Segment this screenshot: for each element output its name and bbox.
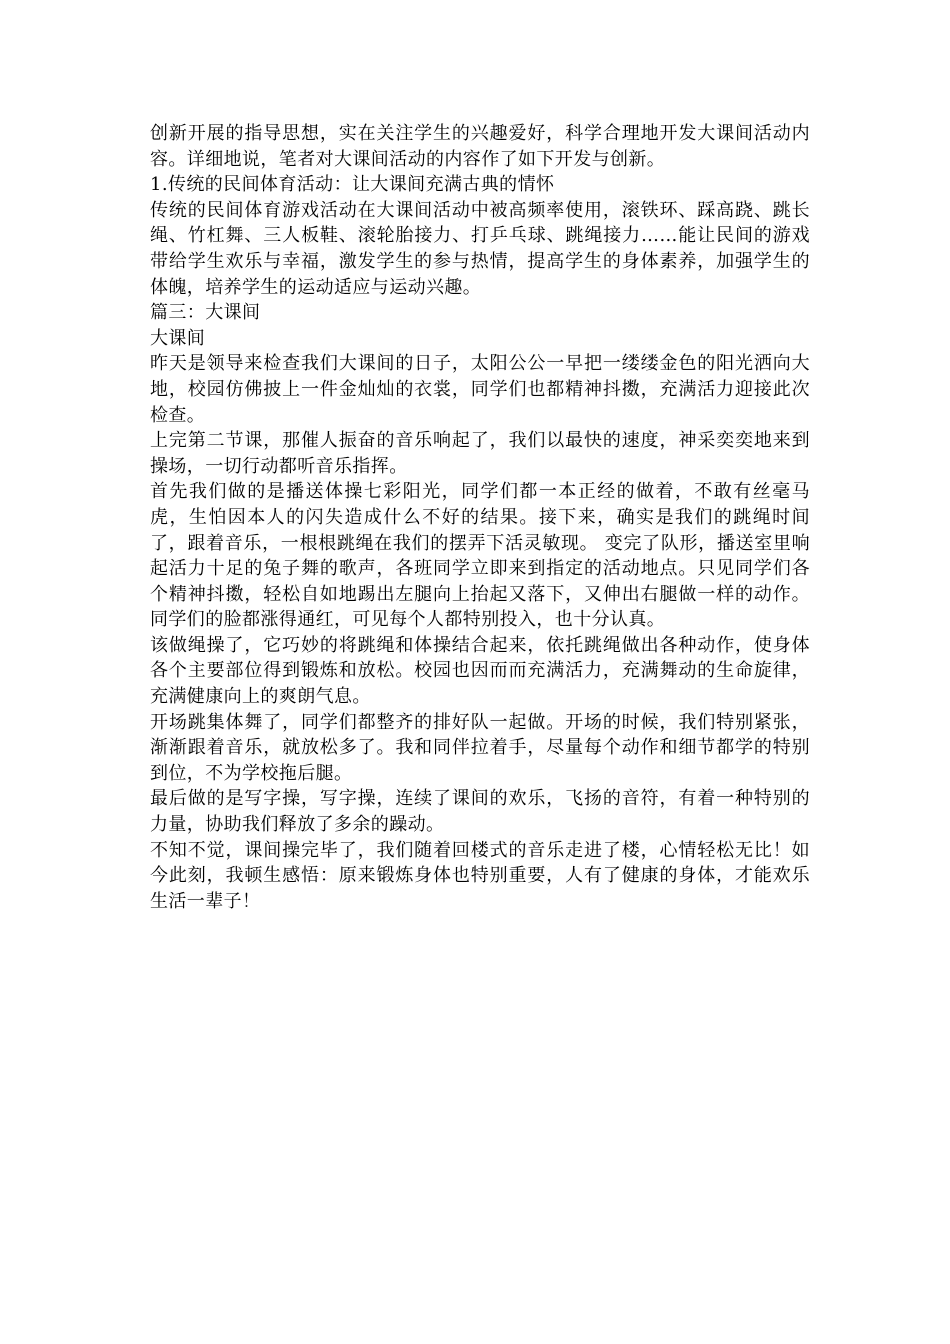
- paragraph: 最后做的是写字操，写字操，连续了课间的欢乐，飞扬的音符，有着一种特别的力量，协助我们释放了多余的躁动。: [150, 788, 810, 836]
- article-title: 大课间: [150, 327, 206, 349]
- paragraph: 传统的民间体育游戏活动在大课间活动中被高频率使用，滚铁环、踩高跷、跳长绳、竹杠舞、三人板鞋、滚轮胎接力、打乒乓球、跳绳接力……能让民间的游戏带给学生欢乐与幸福，激发学生的参与热情，提高学生的身体素养，加强学生的体魄，培养学生的运动适应与运动兴趣。: [150, 199, 810, 298]
- document-body: [150, 121, 810, 914]
- paragraph: 昨天是领导来检查我们大课间的日子，太阳公公一早把一缕缕金色的阳光洒向大地，校园仿佛披上一件金灿灿的衣裳，同学们也都精神抖擞，充满活力迎接此次检查。: [150, 353, 810, 426]
- chapter-heading: 篇三：大课间: [150, 302, 261, 324]
- paragraph: 该做绳操了，它巧妙的将跳绳和体操结合起来，依托跳绳做出各种动作，使身体各个主要部位得到锻炼和放松。校园也因而而充满活力，充满舞动的生命旋律，充满健康向上的爽朗气息。: [150, 634, 810, 708]
- paragraph: 开场跳集体舞了，同学们都整齐的排好队一起做。开场的时候，我们特别紧张，渐渐跟着音乐，就放松多了。我和同伴拉着手，尽量每个动作和细节都学的特别到位，不为学校拖后腿。: [150, 711, 810, 784]
- paragraph: 首先我们做的是播送体操七彩阳光，同学们都一本正经的做着，不敢有丝毫马虎，生怕因本人的闪失造成什么不好的结果。接下来，确实是我们的跳绳时间了，跟着音乐，一根根跳绳在我们的摆弄下活灵敏现。 变完了队形，播送室里响起活力十足的兔子舞的歌声，各班同学立即来到指定的活动地点。只见同学们各个精神抖擞，轻松自如地踢出左腿向上抬起又落下，又伸出右腿做一样的动作。同学们的脸都涨得通红，可见每个人都特别投入，也十分认真。: [150, 481, 810, 631]
- paragraph: 创新开展的指导思想，实在关注学生的兴趣爱好，科学合理地开发大课间活动内容。详细地说，笔者对大课间活动的内容作了如下开发与创新。: [150, 123, 810, 170]
- paragraph: 不知不觉，课间操完毕了，我们随着回楼式的音乐走进了楼，心情轻松无比！如今此刻，我顿生感悟：原来锻炼身体也特别重要，人有了健康的身体，才能欢乐生活一辈子！: [150, 839, 810, 912]
- section-heading: 1.传统的民间体育活动：让大课间充满古典的情怀: [150, 174, 555, 196]
- paragraph: 上完第二节课，那催人振奋的音乐响起了，我们以最快的速度，神采奕奕地来到操场，一切行动都听音乐指挥。: [150, 430, 810, 477]
